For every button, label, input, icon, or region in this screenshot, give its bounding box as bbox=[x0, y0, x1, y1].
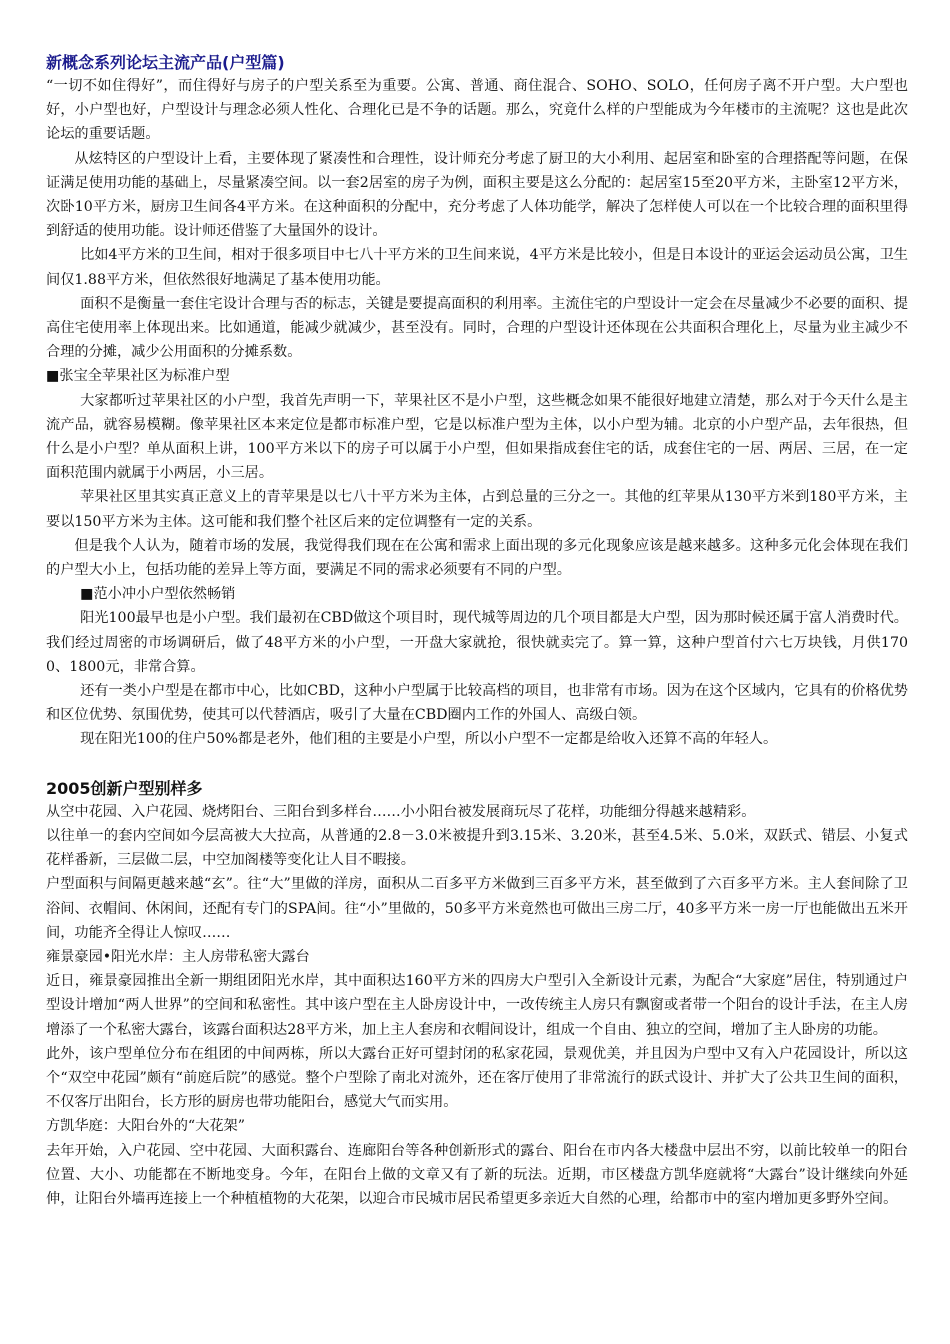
section1-paragraph: 还有一类小户型是在都市中心，比如CBD，这种小户型属于比较高档的项目，也非常有市场。因为在这个区域内，它具有的价格优势和区位优势、氛围优势，使其可以代替酒店，吸引了大量在CBD圈内工作的外国人、高级白领。 bbox=[46, 683, 908, 724]
section2-paragraph: 户型面积与间隔更越来越“玄”。往“大”里做的洋房，面积从二百多平方米做到三百多平方米，甚至做到了六百多平方米。主人套间除了卫浴间、衣帽间、休闲间，还配有专门的SPA间。往“小”里做的，50多平方米竟然也可做出三房二厅，40多平方米一房一厅也能做出五米开间，功能齐全得让人惊叹…… bbox=[46, 876, 908, 941]
subheading-yongjing: 雍景豪园•阳光水岸：主人房带私密大露台 bbox=[46, 948, 310, 965]
section1-title: 新概念系列论坛主流产品(户型篇) bbox=[46, 53, 285, 72]
section1-paragraph: 但是我个人认为，随着市场的发展，我觉得我们现在在公寓和需求上面出现的多元化现象应该是越来越多。这种多元化会体现在我们的户型大小上，包括功能的差异上等方面，要满足不同的需求必须要有不同的户型。 bbox=[46, 537, 908, 579]
section1-paragraph: 比如4平方米的卫生间，相对于很多项目中七八十平方米的卫生间来说，4平方米是比较小，但是日本设计的亚运会运动员公寓，卫生间仅1.88平方米，但依然很好地满足了基本使用功能。 bbox=[46, 247, 908, 288]
section1-paragraph: 从炫特区的户型设计上看，主要体现了紧凑性和合理性，设计师充分考虑了厨卫的大小利用、起居室和卧室的合理搭配等问题，在保证满足使用功能的基础上，尽量紧凑空间。以一套2居室的房子为例，面积主要是这么分配的：起居室15至20平方米，主卧室12平方米，次卧10平方米，厨房卫生间各4平方米。在这种面积的分配中，充分考虑了人体功能学，解决了怎样使人可以在一个比较合理的面积里得到舒适的使用功能。设计师还借鉴了大量国外的设计。 bbox=[46, 150, 908, 240]
section1-paragraph: 现在阳光100的住户50%都是老外，他们租的主要是小户型，所以小户型不一定都是给收入还算不高的年轻人。 bbox=[80, 731, 778, 748]
section2-title: 2005创新户型别样多 bbox=[46, 778, 203, 798]
section1-paragraph: 阳光100最早也是小户型。我们最初在CBD做这个项目时，现代城等周边的几个项目都是大户型，因为那时候还属于富人消费时代。我们经过周密的市场调研后，做了48平方米的小户型，一开盘大家就抢，很快就卖完了。算一算，这种户型首付六七万块钱，月供1700、1800元，非常合算。 bbox=[46, 610, 908, 675]
subheading-fan-xiaochong: ■范小冲小户型依然畅销 bbox=[80, 586, 236, 603]
section1-paragraph: 苹果社区里其实真正意义上的青苹果是以七八十平方米为主体，占到总量的三分之一。其他的红苹果从130平方米到180平方米，主要以150平方米为主体。这可能和我们整个社区后来的定位调整有一定的关系。 bbox=[46, 489, 908, 530]
section1-paragraph: 大家都听过苹果社区的小户型，我首先声明一下，苹果社区不是小户型，这些概念如果不能很好地建立清楚，那么对于今天什么是主流产品，就容易模糊。像苹果社区本来定位是都市标准户型，它是以标准户型为主体，以小户型为辅。北京的小户型产品，去年很热，但什么是小户型？单从面积上讲，100平方米以下的房子可以属于小户型，但如果指成套住宅的话，成套住宅的一居、两居、三居，在一定面积范围内就属于小两居，小三居。 bbox=[46, 392, 908, 482]
section2-paragraph: 以往单一的套内空间如今层高被大大拉高，从普通的2.8－3.0米被提升到3.15米、3.20米，甚至4.5米、5.0米，双跃式、错层、小复式花样番新，三层做二层，中空加阁楼等变化让人目不暇接。 bbox=[46, 827, 908, 869]
section1-paragraph: 面积不是衡量一套住宅设计合理与否的标志，关键是要提高面积的利用率。主流住宅的户型设计一定会在尽量减少不必要的面积、提高住宅使用率上体现出来。比如通道，能减少就减少，甚至没有。同时，合理的户型设计还体现在公共面积合理化上，尽量为业主减少不合理的分摊，减少公用面积的分摊系数。 bbox=[46, 295, 908, 361]
document-page bbox=[46, 52, 908, 1211]
section2-paragraph: 近日，雍景豪园推出全新一期组团阳光水岸，其中面积达160平方米的四房大户型引入全新设计元素，为配合“大家庭”居住，特别通过户型设计增加“两人世界”的空间和私密性。其中该户型在主人卧房设计中，一改传统主人房只有飘窗或者带一个阳台的设计手法，在主人房增添了一个私密大露台，该露台面积达28平方米，加上主人套房和衣帽间设计，组成一个自由、独立的空间，增加了主人卧房的功能。 bbox=[46, 973, 908, 1038]
section-divider-space bbox=[46, 752, 908, 778]
subheading-fangkai: 方凯华庭：大阳台外的“大花架” bbox=[46, 1118, 245, 1135]
section2-paragraph: 此外，该户型单位分布在组团的中间两栋，所以大露台正好可望封闭的私家花园，景观优美，并且因为户型中又有入户花园设计，所以这个“双空中花园”颇有“前庭后院”的感觉。整个户型除了南北对流外，还在客厅使用了非常流行的跃式设计、并扩大了公共卫生间的面积，不仅客厅出阳台，长方形的厨房也带功能阳台，感觉大气而实用。 bbox=[46, 1045, 908, 1111]
section2-paragraph: 从空中花园、入户花园、烧烤阳台、三阳台到多样台……小小阳台被发展商玩尽了花样，功能细分得越来越精彩。 bbox=[46, 803, 756, 820]
section1-paragraph: “一切不如住得好”，而住得好与房子的户型关系至为重要。公寓、普通、商住混合、SOHO、SOLO，任何房子离不开户型。大户型也好，小户型也好，户型设计与理念必须人性化、合理化已是不争的话题。那么，究竟什么样的户型能成为今年楼市的主流呢？这也是此次论坛的重要话题。 bbox=[46, 78, 908, 143]
section2-paragraph: 去年开始，入户花园、空中花园、大面积露台、连廊阳台等各种创新形式的露台、阳台在市内各大楼盘中层出不穷，以前比较单一的阳台位置、大小、功能都在不断地变身。今年，在阳台上做的文章又有了新的玩法。近期，市区楼盘方凯华庭就将“大露台”设计继续向外延伸，让阳台外墙再连接上一个种植植物的大花架，以迎合市民城市居民希望更多亲近大自然的心理，给都市中的室内增加更多野外空间。 bbox=[46, 1142, 908, 1207]
subheading-zhang-baoquan: ■张宝全苹果社区为标准户型 bbox=[46, 368, 230, 385]
